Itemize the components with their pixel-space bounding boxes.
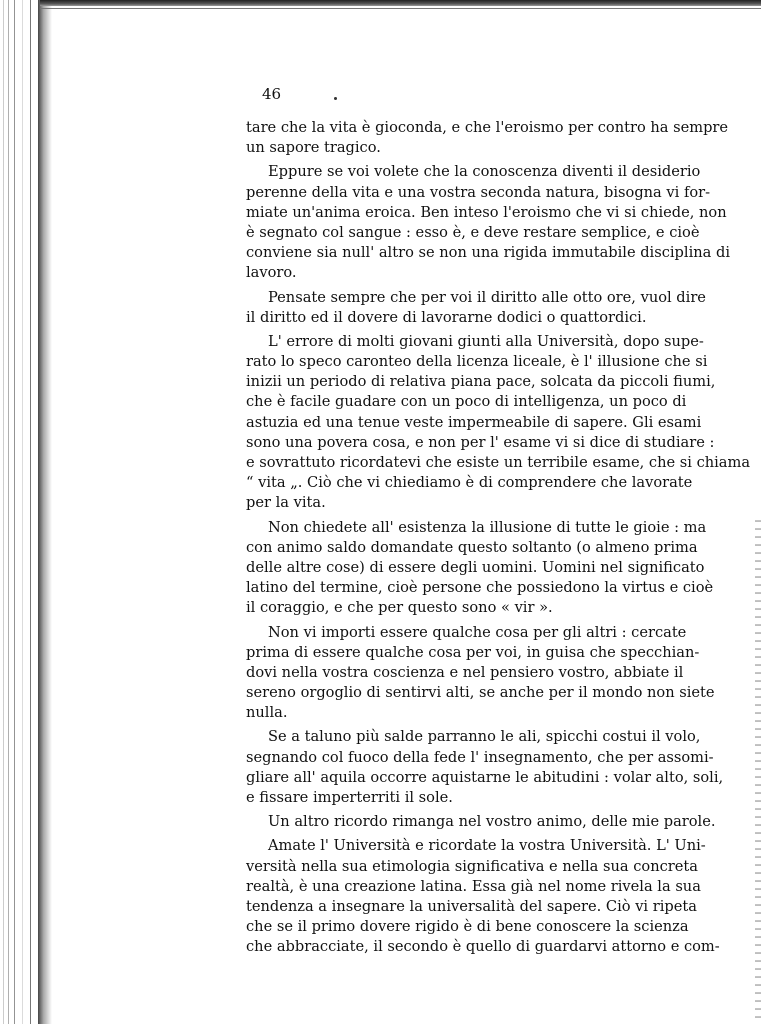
text-line: che abbracciate, il secondo è quello di guardarvi attorno e com- bbox=[246, 938, 720, 956]
text-line: prima di essere qualche cosa per voi, in guisa che specchian- bbox=[246, 643, 700, 661]
text-line: Pensate sempre che per voi il diritto alle otto ore, vuol dire bbox=[268, 288, 706, 306]
text-line: che se il primo dovere rigido è di bene conoscere la scienza bbox=[246, 918, 689, 936]
text-line: perenne della vita e una vostra seconda natura, bisogna vi for- bbox=[246, 183, 711, 201]
text-line: tare che la vita è gioconda, e che l'eroismo per contro ha sempre bbox=[246, 119, 729, 136]
text-line: conviene sia null' altro se non una rigida immutabile disciplina di bbox=[246, 244, 730, 262]
text-line: per la vita. bbox=[246, 494, 326, 512]
text-line: e sovrattuto ricordatevi che esiste un terribile esame, che si chiama bbox=[246, 454, 751, 471]
right-page-edge bbox=[755, 520, 761, 1024]
ink-speck bbox=[334, 97, 337, 100]
body-text bbox=[246, 118, 751, 958]
text-line: Non chiedete all' esistenza la illusione di tutte le gioie : ma bbox=[268, 518, 707, 536]
gutter-shade bbox=[38, 0, 52, 1024]
text-line: nulla. bbox=[246, 704, 288, 722]
text-line: dovi nella vostra coscienza e nel pensiero vostro, abbiate il bbox=[246, 663, 684, 681]
text-line: versità nella sua etimologia significativa e nella sua concreta bbox=[246, 857, 698, 875]
text-line: inizii un periodo di relativa piana pace, solcata da piccoli fiumi, bbox=[246, 373, 716, 391]
text-line: realtà, è una creazione latina. Essa già nel nome rivela la sua bbox=[246, 877, 701, 895]
text-line: Se a taluno più salde parranno le ali, spicchi costui il volo, bbox=[268, 728, 701, 746]
text-line: con animo saldo domandate questo soltanto (o almeno prima bbox=[246, 538, 698, 556]
text-line: il coraggio, e che per questo sono « vir ». bbox=[246, 599, 553, 617]
text-line: il diritto ed il dovere di lavorarne dodici o quattordici. bbox=[246, 308, 647, 326]
text-line: Amate l' Università e ricordate la vostra Università. L' Uni- bbox=[268, 837, 706, 855]
text-line: un sapore tragico. bbox=[246, 139, 381, 157]
top-page-edge-line bbox=[40, 8, 761, 9]
text-line: L' errore di molti giovani giunti alla Università, dopo supe- bbox=[268, 332, 704, 350]
text-line: Eppure se voi volete che la conoscenza diventi il desiderio bbox=[268, 163, 701, 181]
top-page-edge bbox=[40, 0, 761, 6]
text-line: “ vita „. Ciò che vi chiediamo è di comprendere che lavorate bbox=[246, 474, 693, 492]
text-line: lavoro. bbox=[246, 264, 297, 282]
text-line: e fissare imperterriti il sole. bbox=[246, 789, 453, 806]
text-line: rato lo speco caronteo della licenza liceale, è l' illusione che si bbox=[246, 353, 708, 371]
text-line: sono una povera cosa, e non per l' esame vi si dice di studiare : bbox=[246, 433, 715, 451]
text-line: tendenza a insegnare la universalità del sapere. Ciò vi ripeta bbox=[246, 897, 697, 915]
text-line: è segnato col sangue : esso è, e deve restare semplice, e cioè bbox=[246, 223, 700, 241]
text-line: Non vi importi essere qualche cosa per gli altri : cercate bbox=[268, 623, 687, 641]
text-line: sereno orgoglio di sentirvi alti, se anche per il mondo non siete bbox=[246, 684, 715, 702]
text-line: latino del termine, cioè persone che possiedono la virtus e cioè bbox=[246, 579, 714, 597]
text-line: astuzia ed una tenue veste impermeabile di sapere. Gli esami bbox=[246, 413, 702, 431]
text-line: gliare all' aquila occorre aquistarne le abitudini : volar alto, soli, bbox=[246, 768, 724, 786]
text-line: miate un'anima eroica. Ben inteso l'eroismo che vi si chiede, non bbox=[246, 203, 727, 221]
text-line: segnando col fuoco della fede l' insegnamento, che per assomi- bbox=[246, 748, 714, 766]
page-number: 46 bbox=[262, 85, 282, 103]
text-line: Un altro ricordo rimanga nel vostro animo, delle mie parole. bbox=[268, 813, 716, 831]
text-line: delle altre cose) di essere degli uomini. Uomini nel significato bbox=[246, 558, 705, 576]
text-line: che è facile guadare con un poco di intelligenza, un poco di bbox=[246, 393, 687, 411]
